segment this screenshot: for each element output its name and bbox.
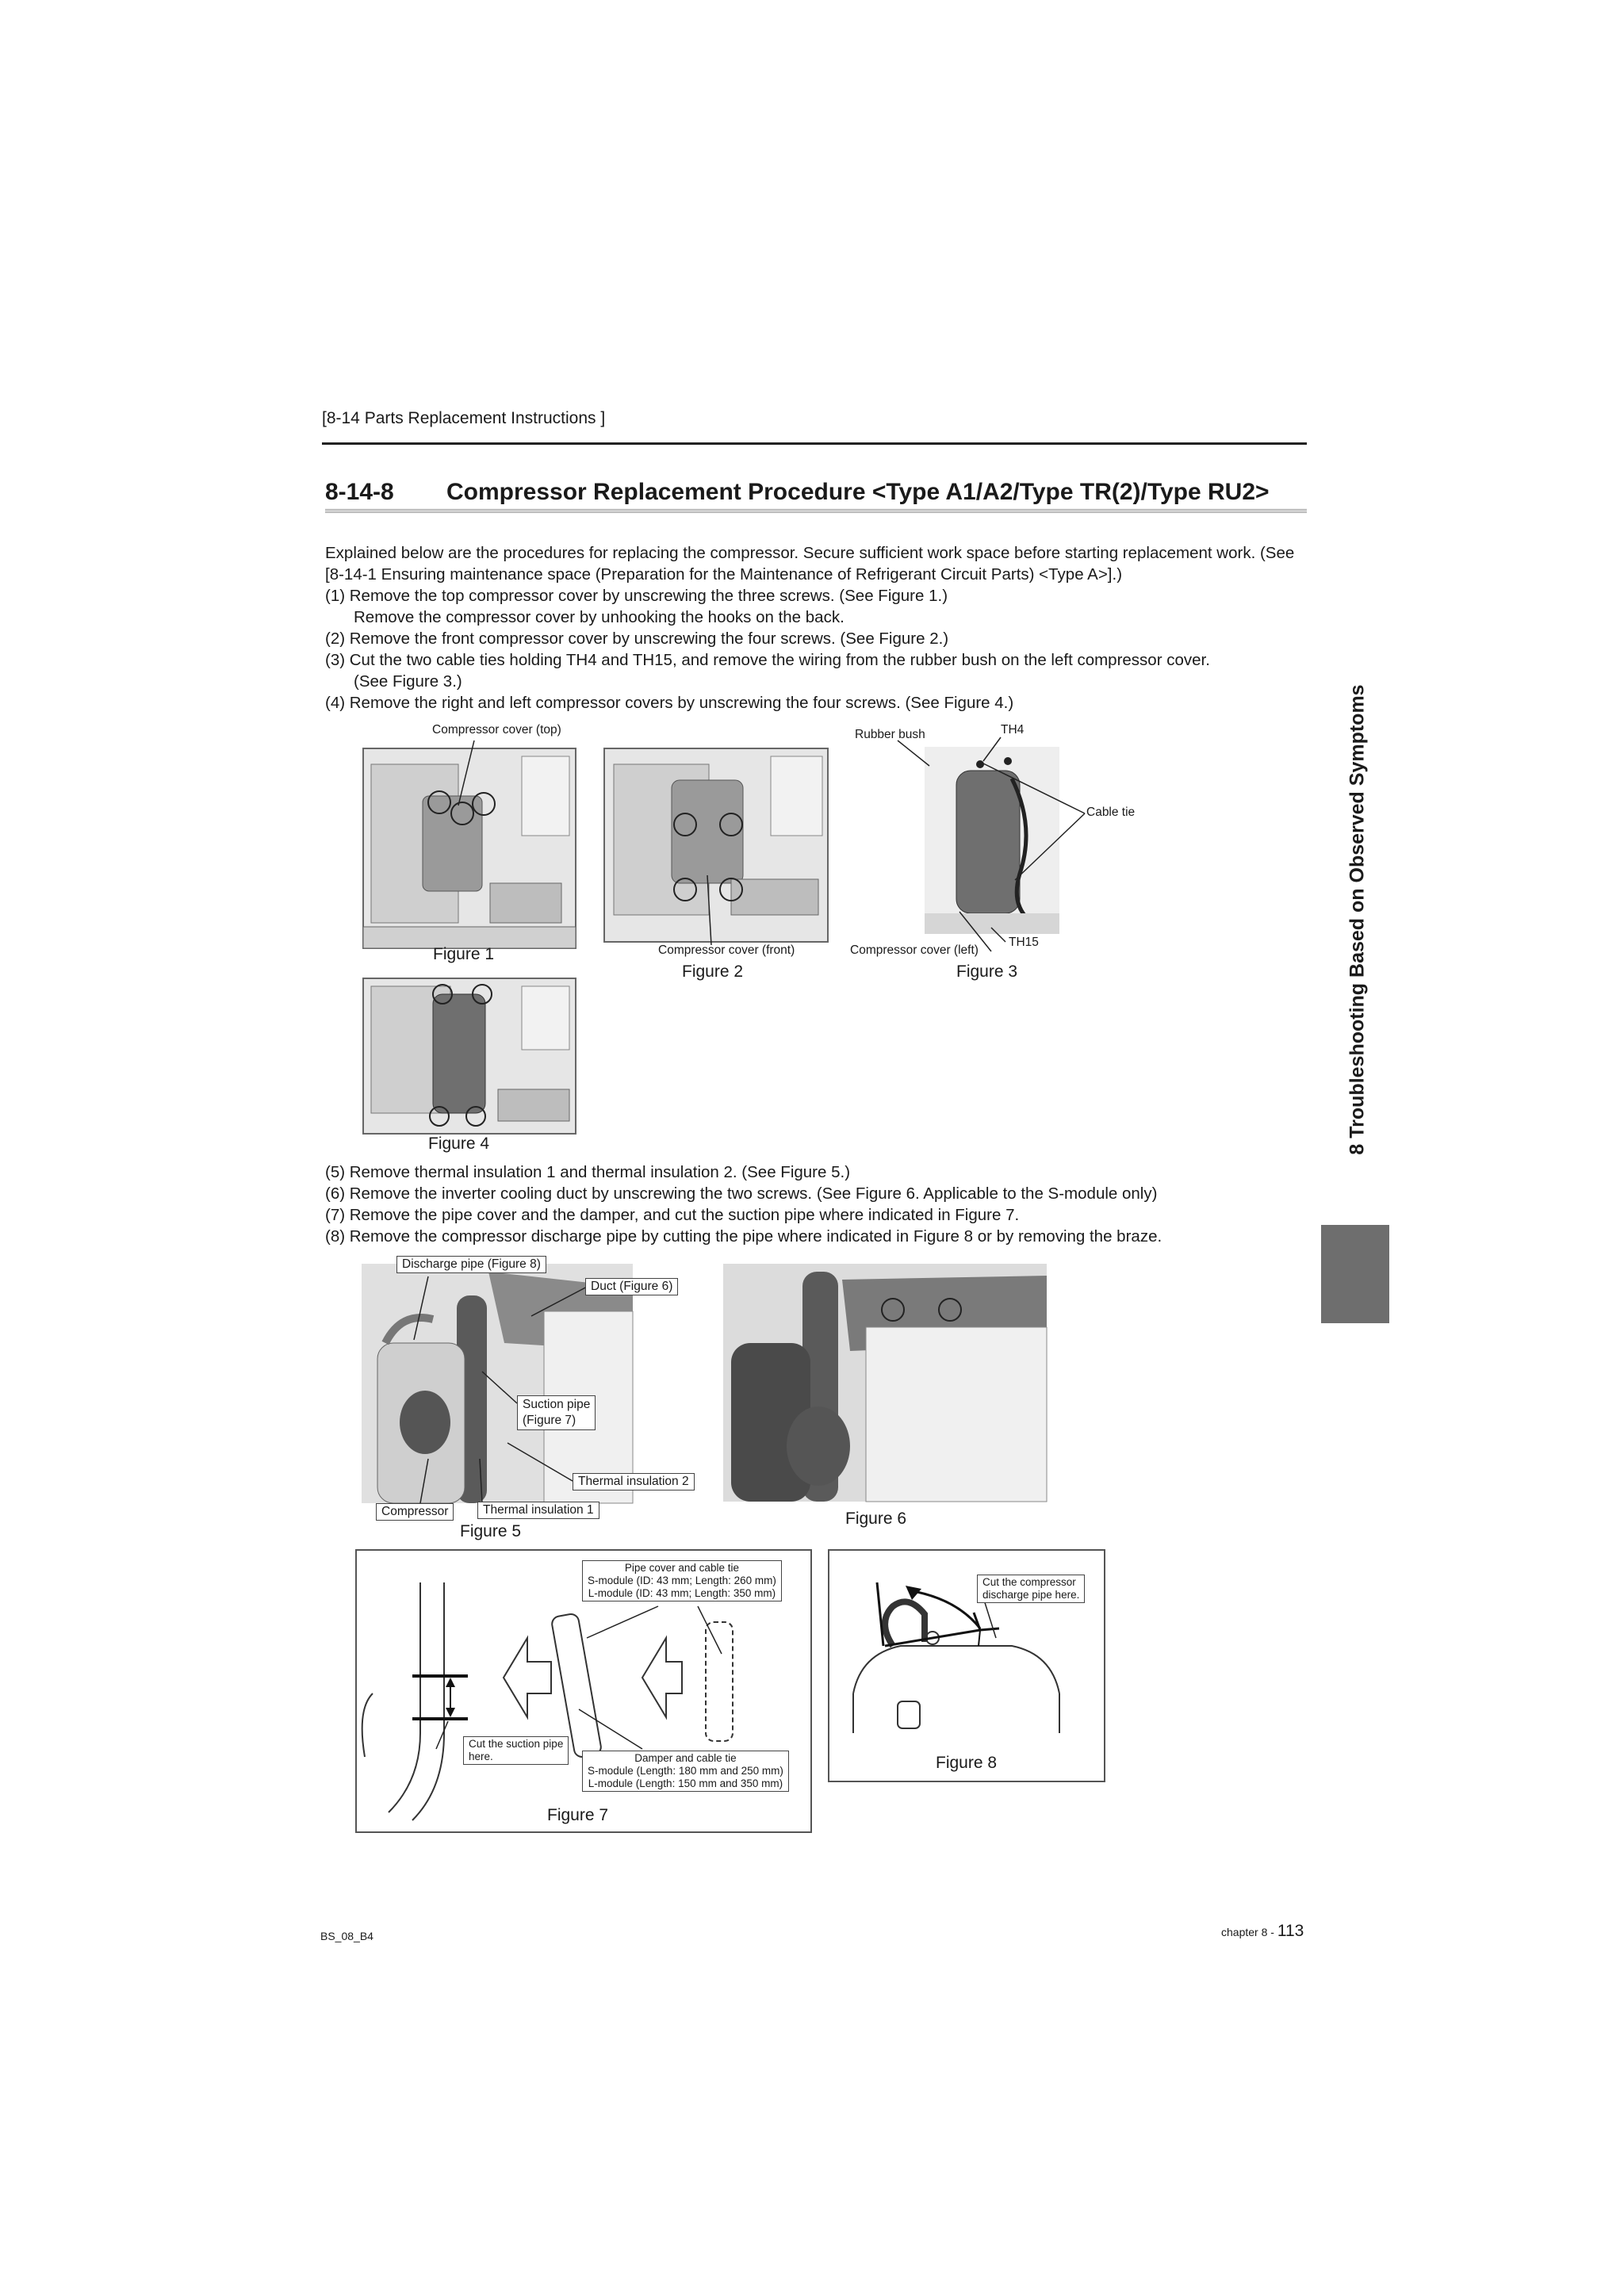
fig2-label-cover-front: Compressor cover (front) — [658, 943, 795, 957]
fig7-pipecover-line2: S-module (ID: 43 mm; Length: 260 mm) — [588, 1575, 776, 1586]
step-1-cont: Remove the compressor cover by unhooking the hooks on the back. — [354, 608, 845, 626]
footer-page — [1221, 1922, 1304, 1941]
fig7-label-damper — [582, 1751, 789, 1792]
section-title: Compressor Replacement Procedure <Type A1/A2/Type TR(2)/Type RU2> — [446, 479, 1270, 505]
figure-2-caption: Figure 2 — [682, 962, 744, 981]
figure-1-caption: Figure 1 — [433, 945, 495, 963]
fig3-label-cover-left: Compressor cover (left) — [850, 943, 979, 957]
fig7-cut-line1: Cut the suction pipe — [469, 1738, 564, 1750]
fig1-label-cover-top: Compressor cover (top) — [432, 723, 561, 737]
figure-6-caption: Figure 6 — [845, 1510, 907, 1528]
step-6: (6) Remove the inverter cooling duct by unscrewing the two screws. (See Figure 6. Applicable to the S-module only) — [325, 1184, 1158, 1203]
fig5-label-compressor: Compressor — [376, 1503, 454, 1521]
figure-5-caption: Figure 5 — [460, 1522, 522, 1540]
chapter-side-title: 8 Troubleshooting Based on Observed Symptoms — [1346, 684, 1369, 1155]
fig5-suction-line1: Suction pipe — [523, 1398, 591, 1411]
fig7-damper-line2: S-module (Length: 180 mm and 250 mm) — [588, 1765, 783, 1777]
fig5-label-duct: Duct (Figure 6) — [585, 1278, 678, 1295]
figure-3-caption: Figure 3 — [956, 962, 1018, 981]
step-3-cont: (See Figure 3.) — [354, 672, 462, 691]
footer-doc-id: BS_08_B4 — [320, 1930, 373, 1942]
fig7-cut-line2: here. — [469, 1751, 493, 1762]
step-2: (2) Remove the front compressor cover by unscrewing the four screws. (See Figure 2.) — [325, 629, 949, 648]
figure-7-caption: Figure 7 — [547, 1806, 609, 1824]
running-header: [8-14 Parts Replacement Instructions ] — [322, 409, 606, 427]
fig8-cut-line2: discharge pipe here. — [982, 1589, 1080, 1601]
step-4: (4) Remove the right and left compressor covers by unscrewing the four screws. (See Figure 4.) — [325, 694, 1014, 712]
fig7-label-pipe-cover — [582, 1560, 782, 1601]
chapter-side-tab — [1321, 1225, 1389, 1323]
step-7: (7) Remove the pipe cover and the damper, and cut the suction pipe where indicated in Figure 7. — [325, 1206, 1020, 1224]
fig7-damper-line1: Damper and cable tie — [634, 1752, 737, 1764]
section-number: 8-14-8 — [325, 479, 394, 505]
fig5-label-thermal-insulation-2: Thermal insulation 2 — [573, 1473, 695, 1490]
figure-8-caption: Figure 8 — [936, 1754, 998, 1772]
figure-6-photo — [723, 1264, 1047, 1502]
fig5-label-suction-pipe — [517, 1395, 596, 1430]
intro-paragraph: Explained below are the procedures for replacing the compressor. Secure sufficient work space before starting replacement work. (See [8-14-1 Ensuring maintenance space (Preparation for the Maintenance of Refrigerant Circuit Parts) <Type A>].) — [325, 544, 1295, 584]
fig3-label-rubber-bush: Rubber bush — [855, 728, 925, 741]
figure-4-caption: Figure 4 — [428, 1135, 490, 1153]
fig7-pipecover-line1: Pipe cover and cable tie — [624, 1562, 739, 1574]
step-1: (1) Remove the top compressor cover by unscrewing the three screws. (See Figure 1.) — [325, 587, 948, 605]
fig3-label-cable-tie: Cable tie — [1086, 806, 1136, 819]
fig5-label-discharge-pipe: Discharge pipe (Figure 8) — [396, 1256, 546, 1273]
fig5-label-thermal-insulation-1: Thermal insulation 1 — [477, 1502, 599, 1519]
footer-chapter-label: chapter 8 - — [1221, 1926, 1277, 1938]
fig8-cut-line1: Cut the compressor — [982, 1576, 1076, 1588]
fig3-label-th15: TH15 — [1009, 936, 1039, 949]
fig5-suction-line2: (Figure 7) — [523, 1414, 576, 1427]
step-3: (3) Cut the two cable ties holding TH4 and TH15, and remove the wiring from the rubber bush on the left compressor cover. — [325, 651, 1210, 669]
fig7-pipecover-line3: L-module (ID: 43 mm; Length: 350 mm) — [588, 1587, 776, 1599]
step-5: (5) Remove thermal insulation 1 and thermal insulation 2. (See Figure 5.) — [325, 1163, 851, 1181]
fig8-label-cut-discharge — [977, 1575, 1085, 1603]
fig3-label-th4: TH4 — [1001, 723, 1025, 737]
fig7-damper-line3: L-module (Length: 150 mm and 350 mm) — [588, 1777, 783, 1789]
fig7-label-cut-suction — [463, 1736, 569, 1765]
step-8: (8) Remove the compressor discharge pipe by cutting the pipe where indicated in Figure 8 or by removing the braze. — [325, 1227, 1162, 1246]
footer-page-number: 113 — [1277, 1922, 1304, 1940]
